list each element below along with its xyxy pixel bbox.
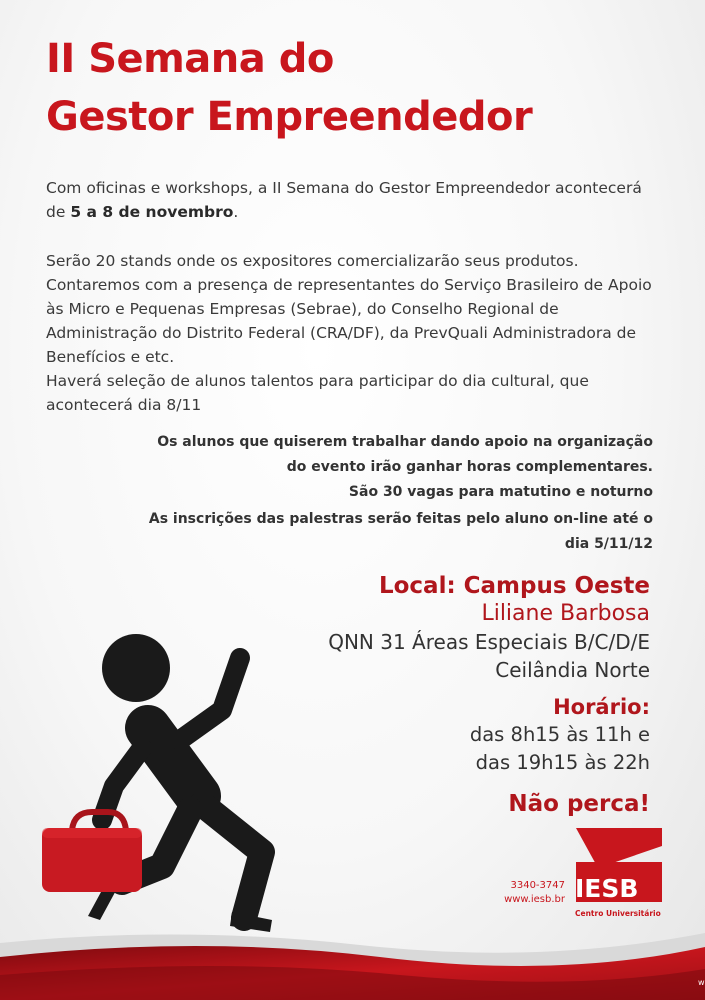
schedule-time-2: das 19h15 às 22h [475, 751, 650, 774]
title-line-2: Gestor Empreendedor [46, 94, 533, 140]
logo-text: IESB [575, 874, 639, 903]
title-line-1: II Semana do [46, 36, 334, 82]
call-to-action: Não perca! [508, 791, 650, 817]
edge-mark: w [698, 978, 705, 987]
address-line-1: QNN 31 Áreas Especiais B/C/D/E [328, 630, 650, 654]
intro-p1-end: . [233, 203, 239, 221]
registration-note: As inscrições das palestras serão feitas pelo aluno on-line até o dia 5/11/12 [148, 511, 653, 552]
running-man-with-briefcase-icon [30, 620, 360, 950]
intro-paragraph-2: Serão 20 stands onde os expositores comercializarão seus produtos. Contaremos com a presença de representantes do Serviço Brasileiro de Apoio às Micro e Pequenas Empresas (Sebrae), do Conselho Regional de Administração do Distrito Federal (CRA/DF), da PrevQuali Administradora de Benefícios e etc. [46, 252, 652, 366]
logo-subtitle: Centro Universitário [575, 909, 661, 918]
address-line-2: Ceilândia Norte [495, 658, 650, 682]
intro-paragraph-1 [46, 176, 666, 224]
schedule-label: Horário: [553, 695, 650, 719]
event-dates: 5 a 8 de novembro [70, 203, 234, 221]
footer-wave [0, 905, 705, 1000]
location-label: Local: Campus Oeste [378, 573, 650, 599]
poster-title [46, 30, 532, 146]
schedule-time-1: das 8h15 às 11h e [469, 723, 650, 746]
phone-number: 3340-3747 [510, 880, 565, 891]
contact-name: Liliane Barbosa [481, 601, 650, 626]
website-link[interactable]: www.iesb.br [504, 894, 565, 905]
intro-p1-text: Com oficinas e workshops, a II Semana do Gestor Empreendedor acontecerá de [46, 179, 642, 221]
volunteers-note: Os alunos que quiserem trabalhar dando apoio na organização do evento irão ganhar horas complementares. [157, 434, 653, 475]
intro-paragraph-3: Haverá seleção de alunos talentos para participar do dia cultural, que acontecerá dia 8/11 [46, 372, 589, 414]
student-notes [133, 430, 653, 557]
vacancies-note: São 30 vagas para matutino e noturno [348, 484, 653, 500]
intro-text [46, 176, 666, 417]
